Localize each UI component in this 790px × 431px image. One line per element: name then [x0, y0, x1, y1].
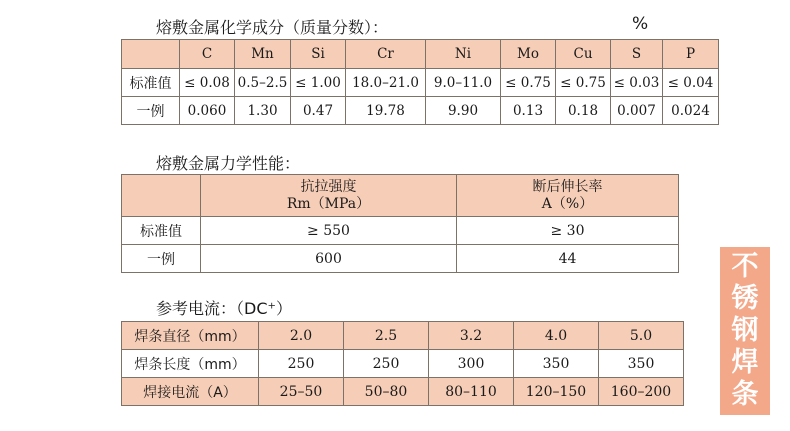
tensile-strength-header: 抗拉强度: [300, 178, 357, 195]
elongation-header: 断后伸长率: [532, 178, 603, 195]
banner-char: 锈: [731, 283, 759, 314]
table-cell: 9.90: [426, 97, 501, 125]
table-cell: 0.47: [291, 97, 346, 125]
composition-header-row: [122, 40, 719, 69]
header-cell: [122, 175, 201, 217]
table-cell: ≤ 0.04: [663, 69, 719, 97]
row-label: 标准值: [122, 69, 180, 97]
row-label: 一例: [122, 245, 201, 273]
elongation-unit: A（%）: [541, 195, 594, 212]
table-row: [122, 378, 684, 406]
table-cell: 19.78: [346, 97, 426, 125]
header-cell: S: [611, 40, 663, 69]
composition-table: [121, 39, 719, 125]
table-cell: 0.18: [556, 97, 611, 125]
table-cell: 3.2: [429, 322, 514, 350]
table-row: [122, 217, 679, 245]
table-cell: ≤ 0.08: [180, 69, 235, 97]
banner-char: 焊: [731, 347, 759, 378]
table-cell: 0.060: [180, 97, 235, 125]
table-cell: 120–150: [514, 378, 599, 406]
header-cell: [201, 175, 457, 217]
header-cell: C: [180, 40, 235, 69]
table-cell: 160–200: [599, 378, 684, 406]
table-cell: ≤ 1.00: [291, 69, 346, 97]
mechanical-header-row: [122, 175, 679, 217]
composition-title: 熔敷金属化学成分（质量分数）：: [156, 18, 389, 37]
header-cell: P: [663, 40, 719, 69]
table-row: [122, 322, 684, 350]
row-label: 焊条长度（mm）: [122, 350, 259, 378]
table-cell: ≥ 550: [201, 217, 457, 245]
header-cell: Ni: [426, 40, 501, 69]
header-cell: Mo: [501, 40, 556, 69]
table-cell: 18.0–21.0: [346, 69, 426, 97]
side-banner: [720, 247, 770, 415]
row-label: 焊条直径（mm）: [122, 322, 259, 350]
banner-char: 钢: [731, 315, 759, 346]
table-cell: 350: [514, 350, 599, 378]
table-cell: 2.5: [344, 322, 429, 350]
table-row: [122, 69, 719, 97]
banner-char: 条: [731, 379, 759, 410]
table-cell: 2.0: [259, 322, 344, 350]
tensile-strength-unit: Rm（MPa）: [286, 195, 371, 212]
mechanical-title: 熔敷金属力学性能：: [156, 154, 301, 173]
table-row: [122, 350, 684, 378]
table-cell: ≤ 0.75: [501, 69, 556, 97]
table-cell: 44: [457, 245, 679, 273]
table-cell: 300: [429, 350, 514, 378]
header-cell: [457, 175, 679, 217]
table-cell: 250: [259, 350, 344, 378]
table-cell: 50–80: [344, 378, 429, 406]
table-cell: 9.0–11.0: [426, 69, 501, 97]
current-table: [121, 321, 684, 406]
table-cell: 250: [344, 350, 429, 378]
table-cell: 600: [201, 245, 457, 273]
row-label: 一例: [122, 97, 180, 125]
table-cell: 0.007: [611, 97, 663, 125]
header-cell: [122, 40, 180, 69]
table-cell: 0.5–2.5: [235, 69, 291, 97]
table-cell: ≥ 30: [457, 217, 679, 245]
header-cell: Cr: [346, 40, 426, 69]
row-label: 标准值: [122, 217, 201, 245]
table-cell: 4.0: [514, 322, 599, 350]
banner-char: 不: [731, 251, 759, 282]
table-row: [122, 97, 719, 125]
table-cell: 0.024: [663, 97, 719, 125]
table-cell: 1.30: [235, 97, 291, 125]
table-cell: ≤ 0.75: [556, 69, 611, 97]
row-label: 焊接电流（A）: [122, 378, 259, 406]
table-cell: 5.0: [599, 322, 684, 350]
table-cell: ≤ 0.03: [611, 69, 663, 97]
table-cell: 350: [599, 350, 684, 378]
table-row: [122, 245, 679, 273]
table-cell: 25–50: [259, 378, 344, 406]
header-cell: Si: [291, 40, 346, 69]
header-cell: Cu: [556, 40, 611, 69]
table-cell: 0.13: [501, 97, 556, 125]
mechanical-table: [121, 174, 679, 273]
table-cell: 80–110: [429, 378, 514, 406]
current-title: 参考电流：（DC⁺）: [156, 299, 292, 318]
composition-unit: %: [632, 14, 649, 34]
header-cell: Mn: [235, 40, 291, 69]
